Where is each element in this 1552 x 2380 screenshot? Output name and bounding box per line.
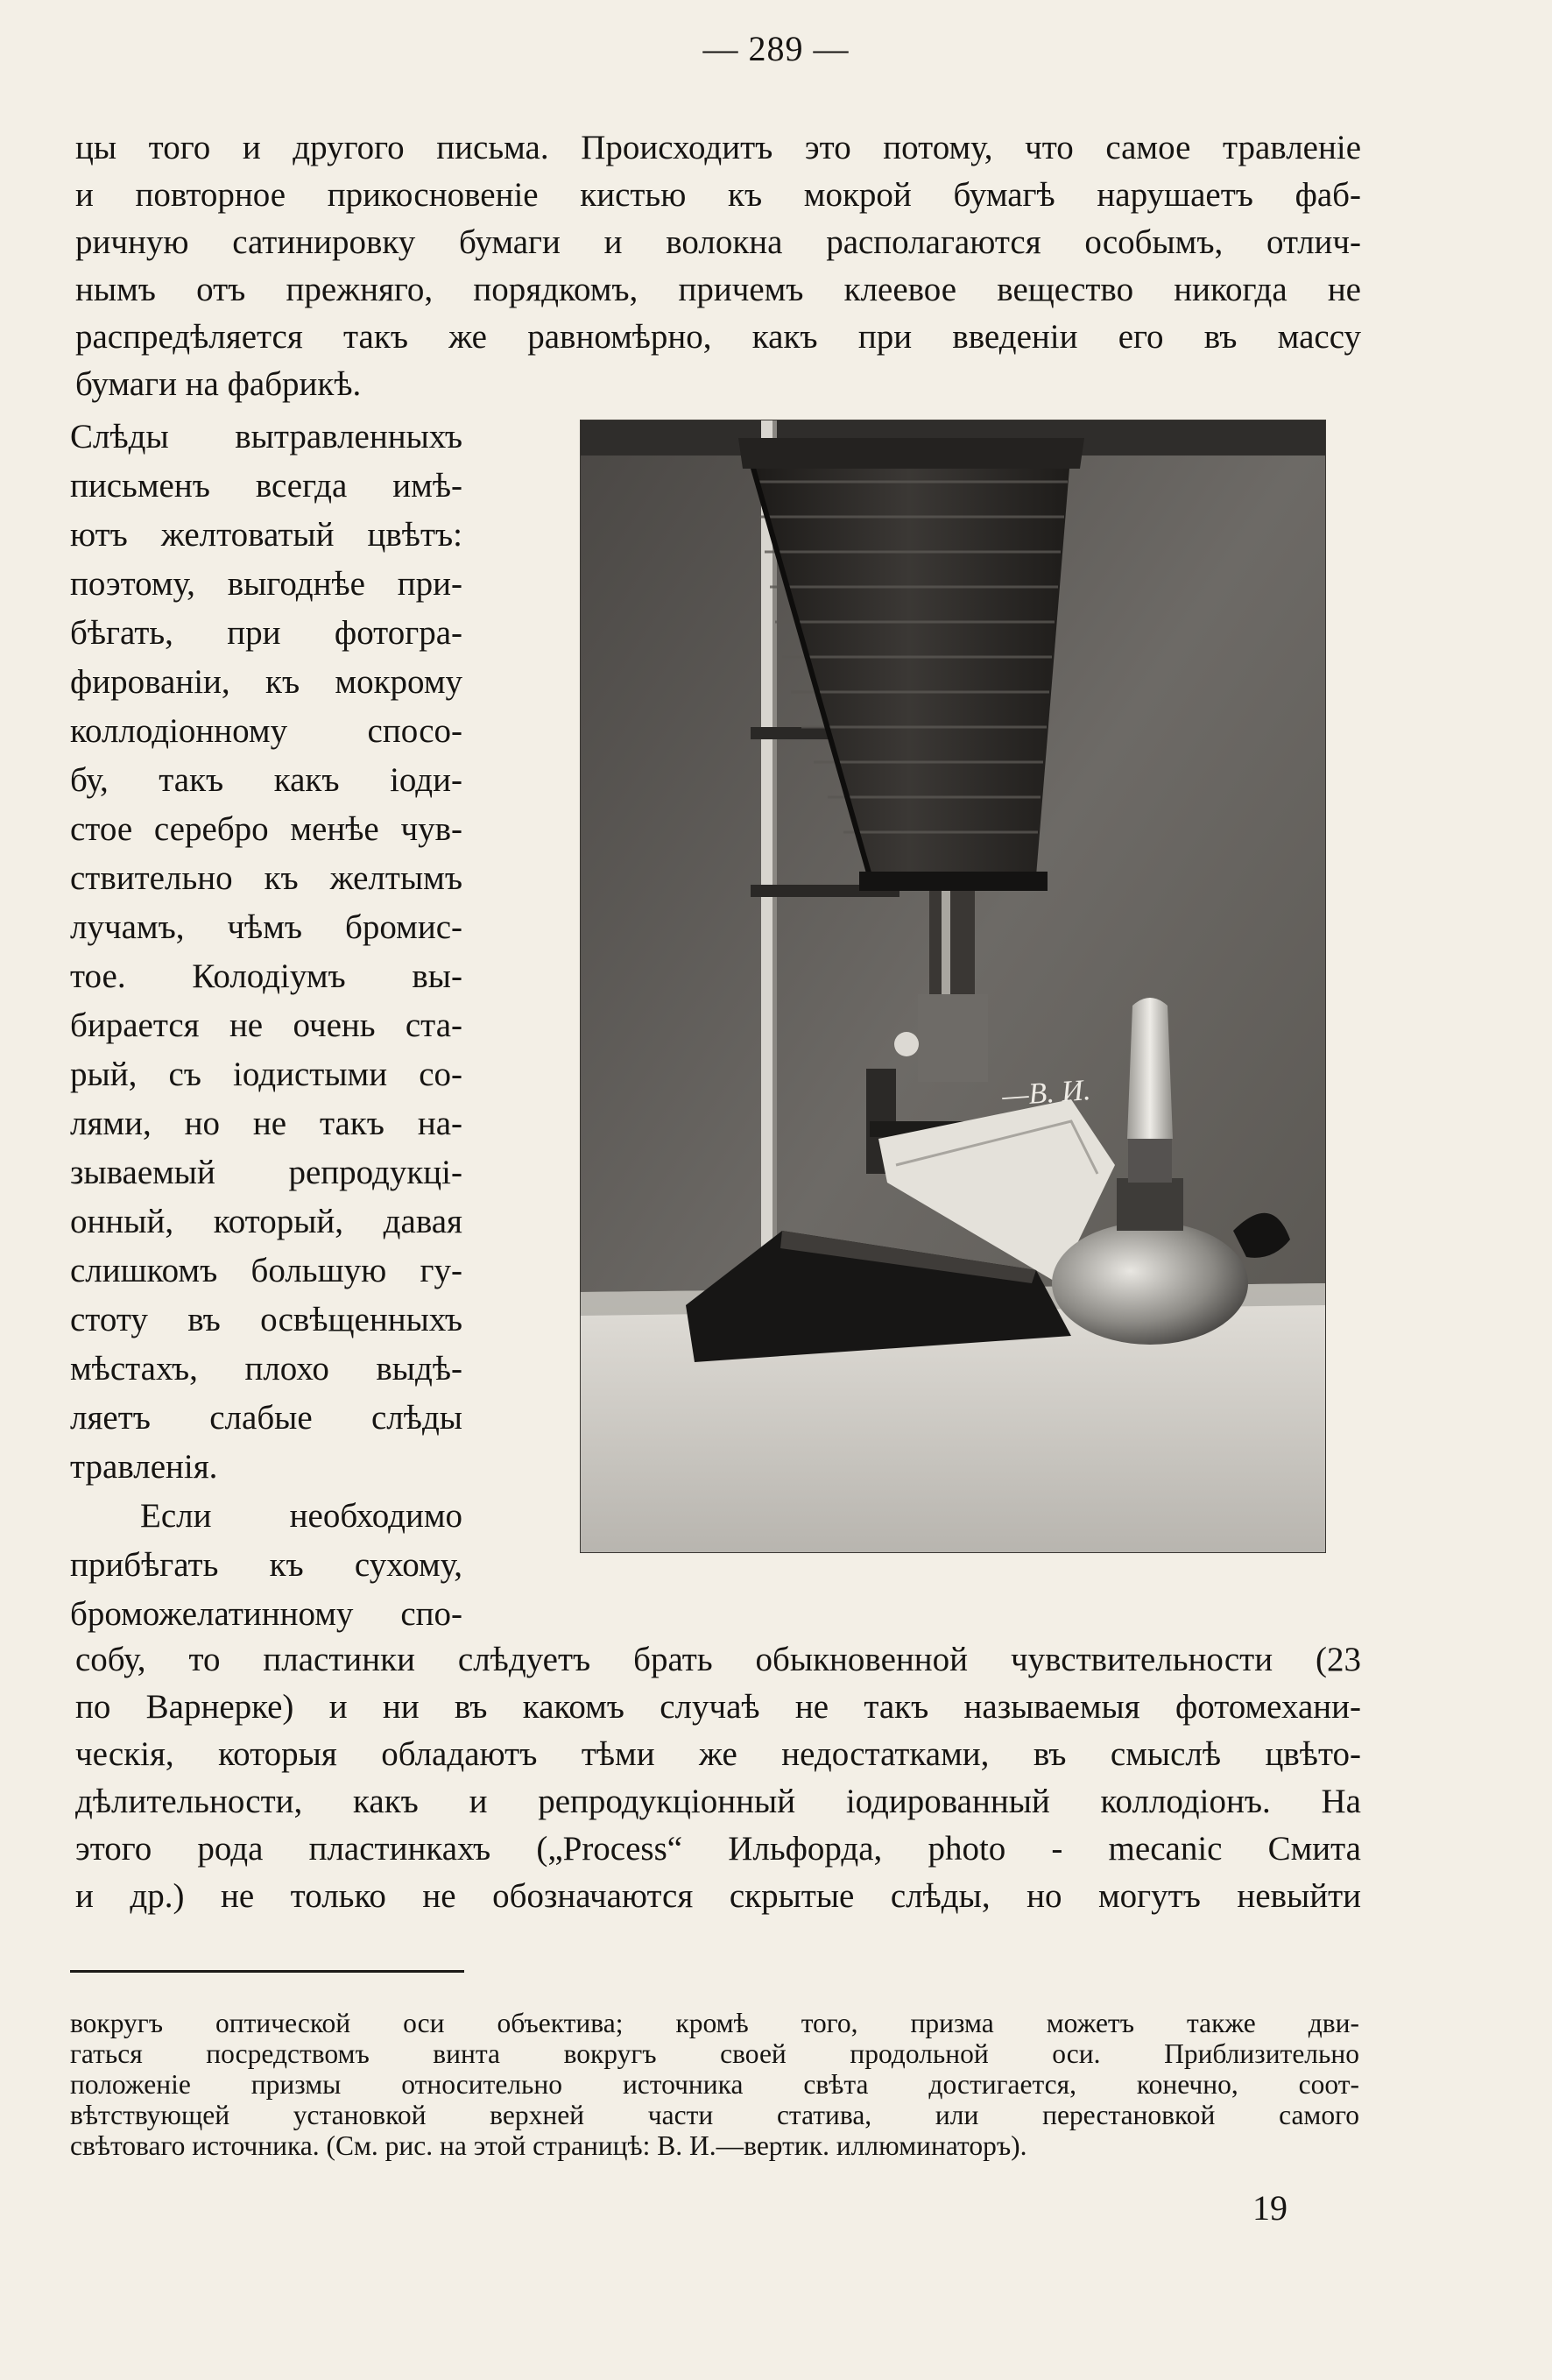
signature-mark: 19	[1252, 2188, 1287, 2228]
text-line: цы того и другого письма. Происходитъ это потому, что самое травленіе	[75, 129, 1361, 166]
text-line: онный, который, давая	[70, 1203, 462, 1240]
text-line: рый, съ іодистыми со-	[70, 1056, 462, 1093]
text-line: лями, но не такъ на-	[70, 1105, 462, 1142]
text-line: броможелатинному спо-	[70, 1595, 462, 1633]
text-line: лучамъ, чѣмъ бромис-	[70, 908, 462, 946]
lens-board	[859, 872, 1048, 891]
text-line: ютъ желтоватый цвѣтъ:	[70, 516, 462, 554]
footnote-line: вѣтствующей установкой верхней части статива, или перестановкой самого	[70, 2100, 1359, 2130]
text-line: дѣлительности, какъ и репродукціонный іодированный коллодіонъ. На	[75, 1783, 1361, 1820]
illuminator-body	[918, 994, 988, 1082]
text-line: ствительно къ желтымъ	[70, 859, 462, 897]
text-line: и повторное прикосновеніе кистью къ мокрой бумагѣ нарушаетъ фаб-	[75, 176, 1361, 214]
text-line: бумаги на фабрикѣ.	[75, 365, 362, 403]
text-line: зываемый репродукці-	[70, 1154, 462, 1191]
text-line: Если необходимо	[140, 1497, 462, 1535]
footnote-line: вокругъ оптической оси объектива; кромѣ того, призма можетъ также дви-	[70, 2008, 1359, 2038]
text-line: письменъ всегда имѣ-	[70, 467, 462, 505]
text-line: ляетъ слабые слѣды	[70, 1399, 462, 1437]
camera-top-board	[738, 438, 1084, 469]
text-line: и др.) не только не обозначаются скрытые слѣды, но могутъ невыйти	[75, 1877, 1361, 1915]
footnote-line: гаться посредствомъ винта вокругъ своей продольной оси. Приблизительно	[70, 2038, 1359, 2069]
text-line: прибѣгать къ сухому,	[70, 1546, 462, 1584]
text-line: собу, то пластинки слѣдуетъ брать обыкновенной чувствительности (23	[75, 1641, 1361, 1678]
illuminator-knob	[894, 1032, 919, 1056]
text-line: бу, такъ какъ іоди-	[70, 761, 462, 799]
apparatus-photograph	[581, 420, 1325, 1552]
oil-lamp-bowl	[1052, 1222, 1248, 1345]
text-line: ричную сатинировку бумаги и волокна располагаются особымъ, отлич-	[75, 223, 1361, 261]
footnote-line: свѣтоваго источника. (См. рис. на этой страницѣ: В. И.—вертик. иллюминаторъ).	[70, 2130, 1027, 2161]
page-number: — 289 —	[702, 29, 850, 68]
text-line: коллодіонному спосо-	[70, 712, 462, 750]
text-line: стое серебро менѣе чув-	[70, 810, 462, 848]
footnote-line: положеніе призмы относительно источника свѣта достигается, конечно, соот-	[70, 2069, 1359, 2100]
text-line: распредѣляется такъ же равномѣрно, какъ при введеніи его въ массу	[75, 318, 1361, 356]
text-line: стоту въ освѣщенныхъ	[70, 1301, 462, 1338]
text-line: Слѣды вытравленныхъ	[70, 418, 462, 456]
text-line: тое. Колодіумъ вы-	[70, 957, 462, 995]
text-line: травленія.	[70, 1448, 218, 1486]
text-line: ческія, которыя обладаютъ тѣми же недостатками, въ смыслѣ цвѣто-	[75, 1735, 1361, 1773]
figure-caption: —В. И.	[1000, 1074, 1092, 1112]
footnote-rule	[70, 1970, 464, 1973]
text-line: мѣстахъ, плохо выдѣ-	[70, 1350, 462, 1388]
lens-tube	[929, 891, 975, 996]
text-line: бирается не очень ста-	[70, 1006, 462, 1044]
oil-lamp-chimney	[1127, 998, 1173, 1139]
oil-lamp-collar	[1117, 1178, 1183, 1231]
text-line: нымъ отъ прежняго, порядкомъ, причемъ клеевое вещество никогда не	[75, 271, 1361, 308]
text-line: фированіи, къ мокрому	[70, 663, 462, 701]
text-line: по Варнерке) и ни въ какомъ случаѣ не такъ называемыя фотомехани-	[75, 1688, 1361, 1726]
oil-lamp-burner	[1128, 1139, 1172, 1183]
text-line: слишкомъ большую гу-	[70, 1252, 462, 1289]
text-line: бѣгать, при фотогра-	[70, 614, 462, 652]
lens-tube-highlight	[942, 891, 950, 996]
apparatus-illustration	[581, 420, 1325, 1552]
text-line: этого рода пластинкахъ („Process“ Ильфорда, photo - mecanic Смита	[75, 1830, 1361, 1868]
text-line: поэтому, выгоднѣе при-	[70, 565, 462, 603]
